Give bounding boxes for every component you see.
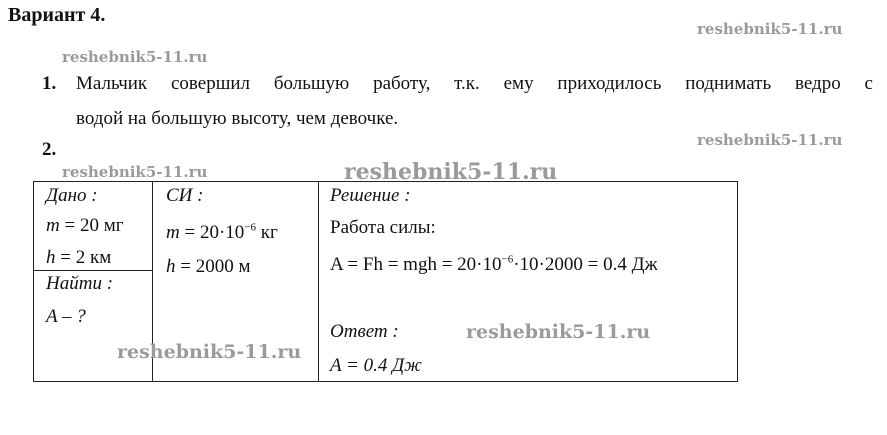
task-1-line-2: водой на большую высоту, чем девочке. — [76, 108, 399, 129]
watermark: reshebnik5-11.ru — [697, 131, 843, 149]
watermark: reshebnik5-11.ru — [697, 20, 843, 38]
solution-formula: A = Fh = mgh = $20\cdot 10^{-6}\cdot 10\cdot 2000 = 0.4$ Дж — [330, 253, 658, 275]
si-mass: $m = 20\cdot 10^{-6}$ кг — [166, 221, 278, 243]
watermark: reshebnik5-11.ru — [466, 321, 651, 343]
answer-value: A = 0.4 Дж — [330, 355, 422, 376]
solution-label: Решение : — [330, 185, 411, 206]
watermark: reshebnik5-11.ru — [62, 48, 208, 66]
find-expression: A – ? — [46, 306, 86, 327]
task-1-line-1: Мальчик совершил большую работу, т.к. ему приходилось поднимать ведро с — [76, 73, 873, 94]
watermark: reshebnik5-11.ru — [117, 341, 302, 363]
variant-heading: Вариант 4. — [8, 4, 106, 26]
watermark: reshebnik5-11.ru — [344, 159, 558, 185]
find-label: Найти : — [46, 273, 114, 294]
given-mass: m = 20 мг — [46, 215, 124, 236]
task-2-number: 2. — [42, 139, 57, 160]
solution-column — [318, 181, 738, 382]
given-label: Дано : — [46, 185, 98, 206]
solution-intro: Работа силы: — [330, 217, 436, 238]
answer-label: Ответ : — [330, 321, 399, 342]
task-1-number: 1. — [42, 73, 57, 94]
si-height: h = 2000 м — [166, 256, 251, 277]
given-height: h = 2 км — [46, 247, 112, 268]
watermark: reshebnik5-11.ru — [62, 163, 208, 181]
si-label: СИ : — [166, 185, 204, 206]
